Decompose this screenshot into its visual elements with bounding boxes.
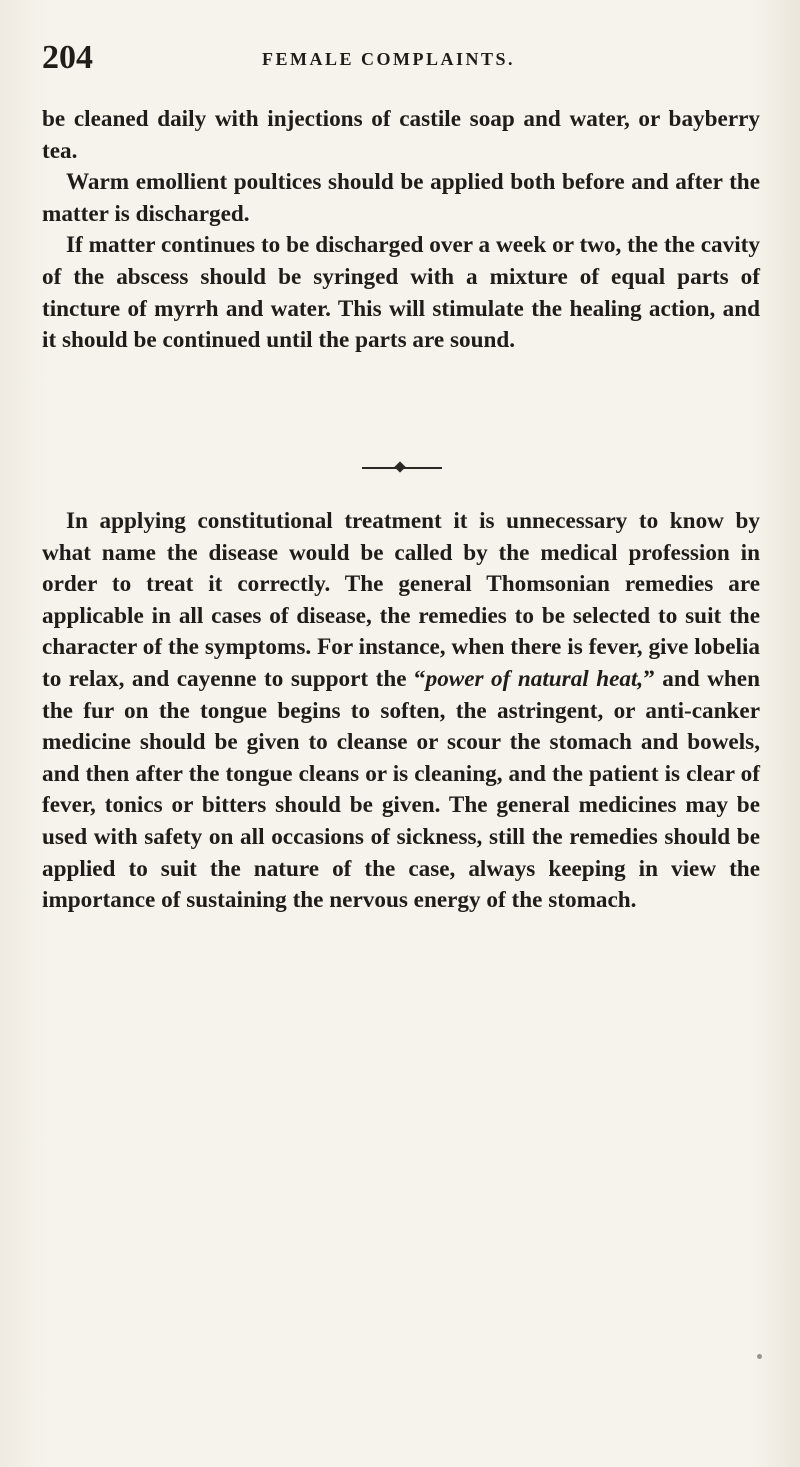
paragraph-cleaning: be cleaned daily with injections of castile soap and water, or bayberry tea. <box>42 106 760 164</box>
page-number: 204 <box>42 39 93 76</box>
diamond-ornament-icon <box>394 461 405 472</box>
closing-quote: ” <box>643 665 655 692</box>
constitutional-treatment-section <box>42 506 760 917</box>
print-speck <box>757 1354 762 1359</box>
constitutional-text-part1: In applying constitutional treatment it is unnecessary to know by what name the disease would be called by the medical profession in order to treat it correctly. The general Thomsonian remedies are applicable in all cases of disease, the remedies to be selected to suit the character of the symptoms. For instance, when there is fever, give lobelia to relax, and cayenne to support the <box>42 508 760 692</box>
section-divider <box>362 462 442 474</box>
running-head: FEMALE COMPLAINTS. <box>262 49 516 69</box>
paragraph-syringing: If matter continues to be discharged over a week or two, the the cavity of the abscess should be syringed with a mixture of equal parts of tincture of myrrh and water. This will stimulate the healing action, and it should be continued until the parts are sound. <box>42 232 760 354</box>
abscess-treatment-section <box>42 104 760 357</box>
paragraph-constitutional-treatment <box>42 506 760 917</box>
opening-quote: “ <box>414 665 426 692</box>
paragraph-poultices: Warm emollient poultices should be applied both before and after the matter is discharged. <box>42 169 760 227</box>
page-header <box>42 38 762 78</box>
italic-phrase: power of natural heat, <box>425 665 644 692</box>
constitutional-text-part2: and when the fur on the tongue begins to soften, the astringent, or anti-canker medicine should be given to cleanse or scour the stomach and bowels, and then after the tongue cleans or is cleaning, and the patient is clear of fever, tonics or bitters should be given. The general medicines may be used with safety on all occasions of sickness, still the remedies should be applied to suit the nature of the case, always keeping in view the importance of sustaining the nervous energy of the stomach. <box>42 665 760 914</box>
